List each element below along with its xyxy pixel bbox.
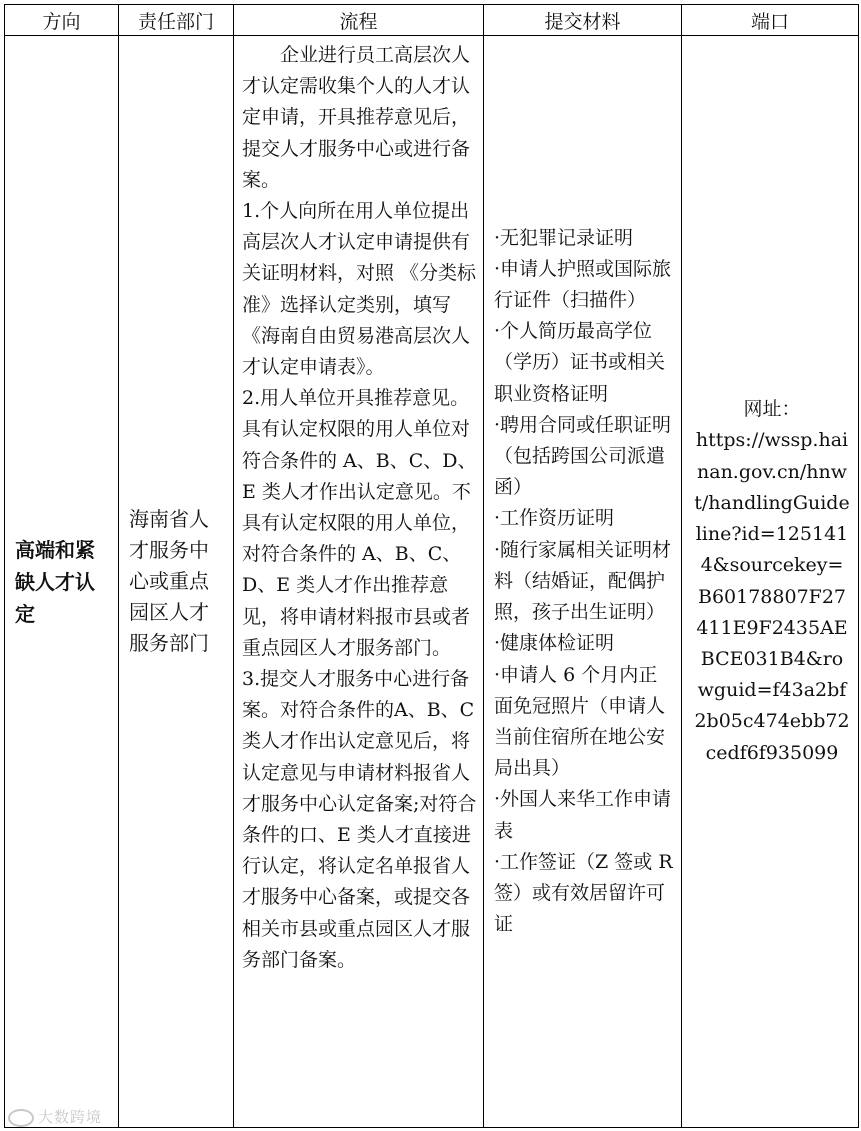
material-item: ·个人简历最高学位（学历）证书或相关职业资格证明 xyxy=(494,320,666,405)
watermark xyxy=(8,1106,102,1127)
header-materials: 提交材料 xyxy=(484,5,682,36)
material-item: ·健康体检证明 xyxy=(494,632,615,655)
material-item: ·随行家属相关证明材料（结婚证，配偶护照，孩子出生证明） xyxy=(494,538,672,624)
materials-cell xyxy=(484,36,682,1128)
watermark-logo-icon xyxy=(8,1109,34,1127)
port-cell xyxy=(682,36,859,1128)
policy-table xyxy=(4,4,859,1128)
header-port: 端口 xyxy=(682,5,859,36)
header-process: 流程 xyxy=(234,5,484,36)
material-item: ·外国人来华工作申请表 xyxy=(494,788,672,842)
port-label: 网址： xyxy=(743,398,801,421)
process-cell xyxy=(234,36,484,1128)
header-department: 责任部门 xyxy=(119,5,234,36)
material-item: ·工作签证（Z 签或 R 签）或有效居留许可证 xyxy=(494,850,673,936)
process-step-2: 2.用人单位开具推荐意见。具有认定权限的用人单位对符合条件的 A、B、C、D、E 类人才作出认定意见。不具有认定权限的用人单位，对符合条件的 A、B、C、D、E 类人才作出推荐意见，将申请材料报市县或者重点园区人才服务部门。 xyxy=(242,387,477,659)
process-intro: 企业进行员工高层次人才认定需收集个人的人才认定申请，开具推荐意见后，提交人才服务中心或进行备案。 xyxy=(242,44,471,191)
watermark-text: 大数跨境 xyxy=(38,1108,103,1126)
material-item: ·工作资历证明 xyxy=(494,507,615,530)
header-direction: 方向 xyxy=(5,5,119,36)
port-url-link[interactable]: https://wssp.hainan.gov.cn/hnwt/handlingGuideline?id=1251414&sourcekey=B60178807F27411E9F2435AEBCE031B4&rowguid=f43a2bf2b05c474ebb72cedf6f935099 xyxy=(694,429,850,764)
header-row xyxy=(5,5,859,36)
material-item: ·申请人护照或国际旅行证件（扫描件） xyxy=(494,257,672,312)
material-item: ·无犯罪记录证明 xyxy=(494,226,634,249)
direction-cell: 高端和紧缺人才认定 xyxy=(5,36,119,1128)
process-step-1: 1.个人向所在用人单位提出高层次人才认定申请提供有关证明材料，对照 《分类标准》选择认定类别，填写《海南自由贸易港高层次人才认定申请表》。 xyxy=(242,200,477,379)
material-item: ·聘用合同或任职证明（包括跨国公司派遣函） xyxy=(494,413,672,499)
material-item: ·申请人 6 个月内正面免冠照片（申请人当前住宿所在地公安局出具） xyxy=(494,663,666,780)
table-row xyxy=(5,36,859,1128)
process-step-3: 3.提交人才服务中心进行备案。对符合条件的A、B、C 类人才作出认定意见后，将认定意见与申请材料报省人才服务中心认定备案;对符合条件的口、E 类人才直接进行认定，将认定名单报省人才服务中心备案，或提交各相关市县或重点园区人才服务部门备案。 xyxy=(242,668,477,971)
department-cell: 海南省人才服务中心或重点园区人才服务部门 xyxy=(119,36,234,1128)
